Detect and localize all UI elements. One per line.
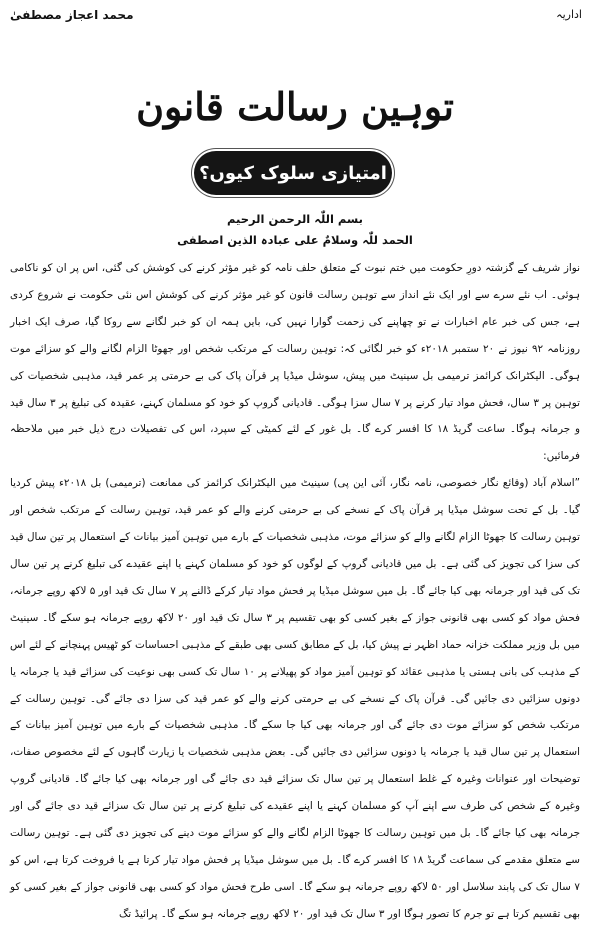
article-paragraph: ”اسلام آباد (وقائع نگار خصوصی، نامہ نگار، آئی این پی) سینیٹ میں الیکٹرانک کرائمز کی ممانعت (ترمیمی) بل ۲۰۱۸ء پیش کردیا گیا۔ بل کے تحت سوشل میڈیا پر قرآن پاک کے نسخے کی بے حرمتی کرنے والے کو عمر قید، توہین رسالت کے مرتکب شخص اور توہین رسالت کا جھوٹا الزام لگانے والے کو سزائے موت، مذہبی شخصیات کے بارے میں توہین آمیز بیانات کے استعمال پر تین سال قید کی سزا کی تجویز کی گئی ہے۔ بل میں قادیانی گروپ کے لوگوں کو خود کو مسلمان کہنے یا اپنے عقیدے کی تبلیغ کرنے پر تین سال تک کی قید اور جرمانہ بھی کیا جائے گا۔ بل میں سوشل میڈیا پر فحش مواد تیار کرکے ڈالنے پر ۷ سال تک قید اور ۵ لاکھ روپے جرمانہ، فحش مواد کو کسی بھی قانونی جواز کے بغیر کسی کو بھی تقسیم پر ۳ سال تک قید اور ۲۰ لاکھ روپے جرمانہ ہو سکے گا۔ سینیٹ میں بل وزیر مملکت خزانہ حماد اظہر نے پیش کیا، بل کے مطابق کسی بھی طبقے کے مذہبی احساسات کو ٹھیس پہنچانے کے لئے اس کے مذہب کی بانی ہستی یا مذہبی عقائد کو توہین آمیز مواد کو پھیلانے پر ۱۰ سال تک کسی بھی نوعیت کی سزائے قید یا جرمانہ یا دونوں سزائیں دی جائیں گی۔ قرآن پاک کے نسخے کی بے حرمتی کرنے والے کو عمر قید کی سزا دی جائے گی۔ توہین رسالت کے مرتکب شخص کو سزائے موت دی جائے گی اور جرمانہ بھی کیا جا سکے گا۔ مذہبی شخصیات کے بارے میں توہین آمیز بیانات کے استعمال پر تین سال قید یا جرمانہ یا دونوں سزائیں دی جائیں گی۔ بعض مذہبی شخصیات یا زیارت گاہوں کے لئے مخصوص صفات، توضیحات اور عنوانات وغیرہ کے غلط استعمال پر تین سال تک سزائے قید دی جائے گی اور جرمانہ بھی کیا جائے گا۔ قادیانی گروپ وغیرہ کے شخص کی طرف سے اپنے آپ کو مسلمان کہنے یا اپنے عقیدے کی تبلیغ کرنے پر تین سال تک سزائے قید دی جائے گی اور جرمانہ بھی کیا جائے گا۔ بل میں توہین رسالت کا جھوٹا الزام لگانے والے کو سزائے موت دینے کی تجویز دی گئی ہے۔ توہین رسالت سے متعلق مقدمے کی سماعت گریڈ ۱۸ کا افسر کرے گا۔ بل میں سوشل میڈیا پر فحش مواد تیار کرتا ہے یا فروخت کرتا ہے، اس کو ۷ سال تک کی پابند سلاسل اور ۵۰ لاکھ روپے جرمانہ ہو سکے گا۔ اسی طرح فحش مواد کو کسی بھی قانونی جواز کے بغیر کسی کو بھی تقسیم کرتا ہے تو جرم کا تصور ہوگا اور ۳ سال تک قید اور ۲۰ لاکھ روپے جرمانہ ہو سکے گا۔ پرائیڈ تگ [10, 477, 580, 920]
article-subtitle: امتیازی سلوک کیوں؟ [199, 162, 387, 184]
article-subtitle-banner [194, 151, 392, 195]
article-body [10, 255, 580, 928]
bismillah: بسم اللّٰہ الرحمن الرحیم [227, 212, 363, 226]
section-label: اداریہ [556, 8, 582, 21]
author-name: محمد اعجاز مصطفیٰ [10, 8, 134, 22]
salutation: الحمد للّٰہ وسلامٌ علی عبادہ الذین اصطفی [177, 233, 413, 247]
article-paragraph: نواز شریف کے گزشتہ دورِ حکومت میں ختم نبوت کے متعلق حلف نامہ کو غیر مؤثر کرنے کی کوشش کی گئی، اس پر ان کو ناکامی ہوئی۔ اب نئے سرے سے اور ایک نئے انداز سے توہین رسالت قانون کو غیر مؤثر کرنے کی کوشش اس نئی حکومت نے شروع کردی ہے، جس کی خبر عام اخبارات نے تو چھاپنے کی زحمت گوارا نہیں کی، بایں ہمہ ان کو خبر لگانے سے روکا گیا، صرف ایک اخبار روزنامہ ۹۲ نیوز نے ۲۰ ستمبر ۲۰۱۸ء کو خبر لگائی کہ: توہین رسالت کے مرتکب شخص اور جھوٹا الزام لگانے والے کو سزائے موت ہوگی۔ الیکٹرانک کرائمز ترمیمی بل سینیٹ میں پیش، سوشل میڈیا پر قرآن پاک کی بے حرمتی پر عمر قید، مذہبی شخصیات کی توہین پر ۳ سال، فحش مواد تیار کرنے پر ۷ سال سزا ہوگی۔ قادیانی گروپ کو خود کو مسلمان کہنے، عقیدہ کی تبلیغ پر ۳ سال قید و جرمانہ ہوگا۔ ساعت گریڈ ۱۸ کا افسر کرے گا۔ بل غور کے لئے کمیٹی کے سپرد، اس کی تفصیلات درج ذیل خبر میں ملاحظہ فرمائیں: [10, 262, 581, 463]
article-title: توہین رسالت قانون [136, 84, 454, 129]
